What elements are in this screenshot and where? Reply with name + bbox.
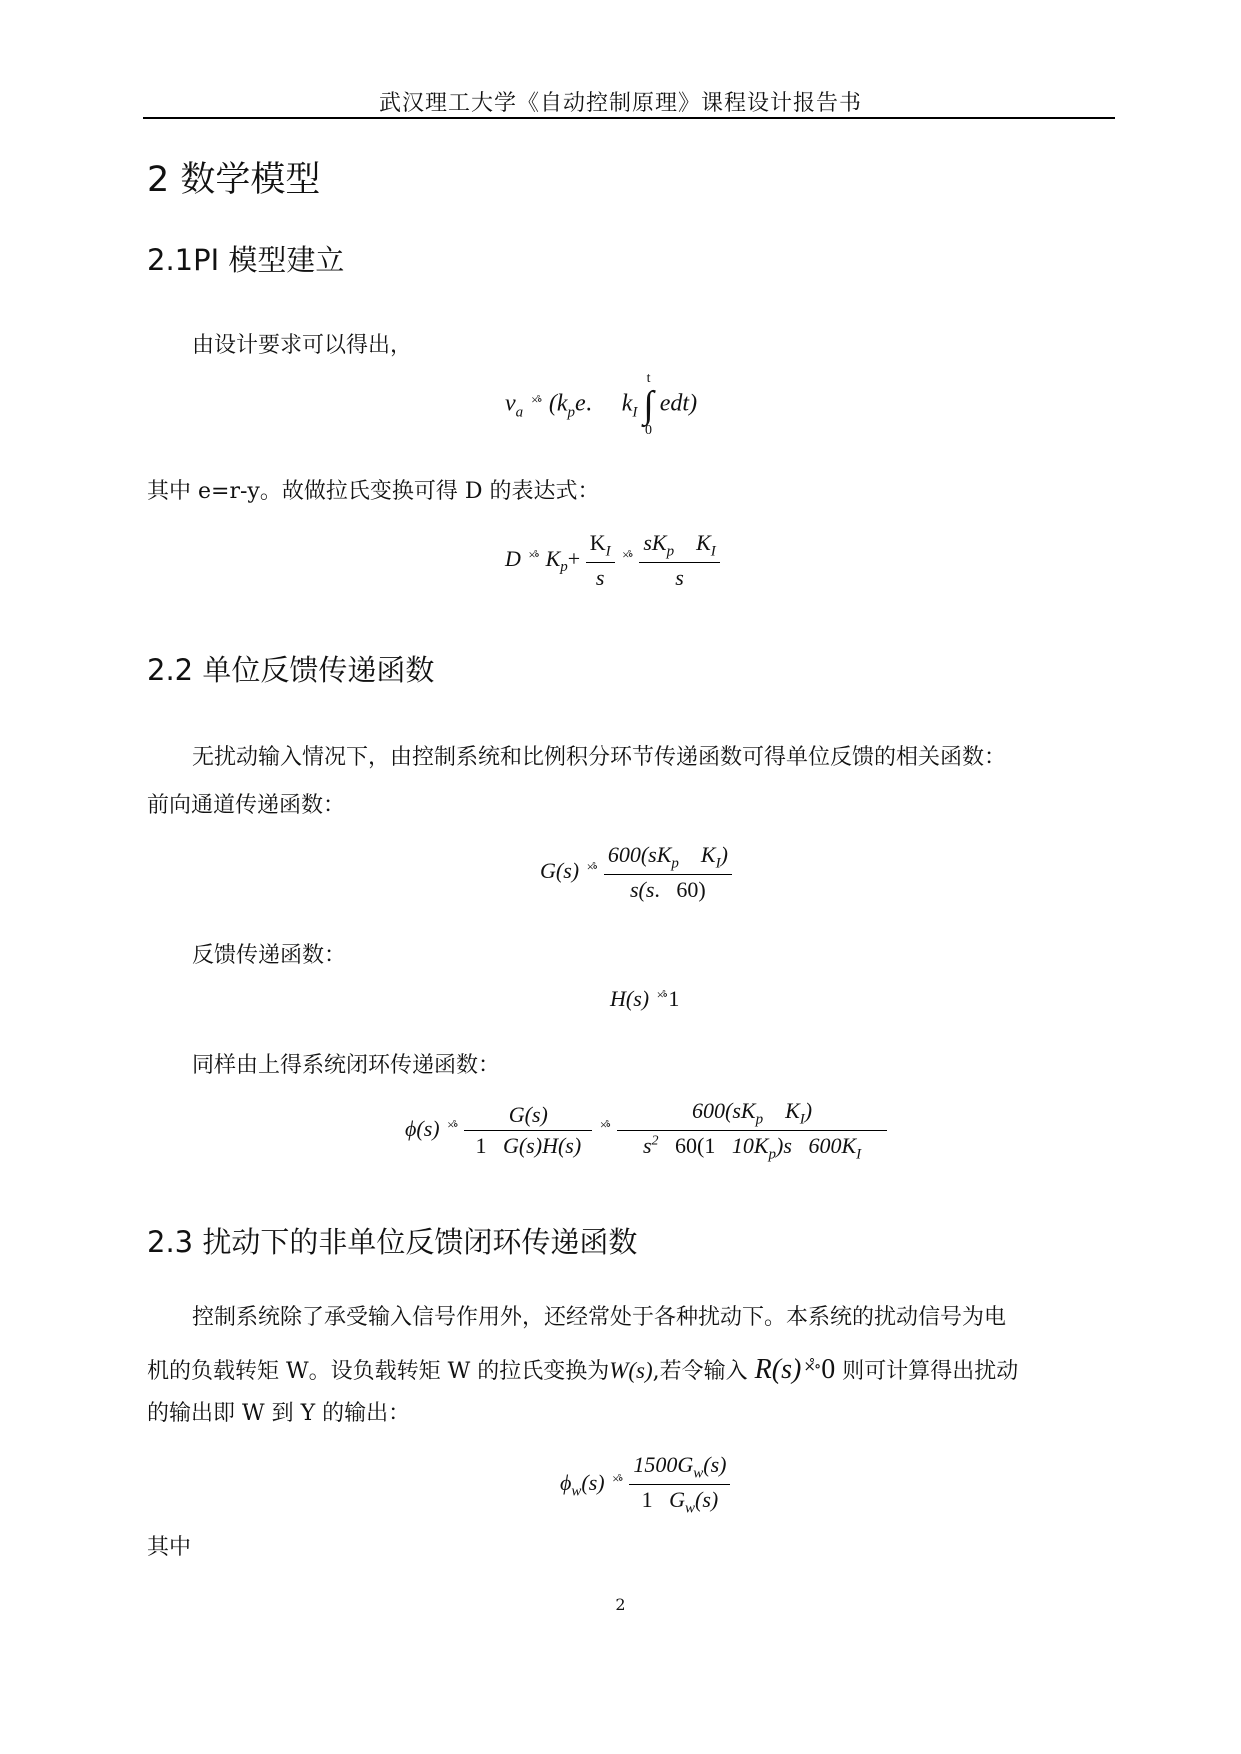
equation-g [540, 842, 732, 903]
eq5-equals-glyph-1: ×̊∘ [447, 1116, 457, 1132]
eq5-den2-sup: 2 [651, 1134, 659, 1150]
page-header: 武汉理工大学《自动控制原理》课程设计报告书 [378, 91, 862, 116]
equation-d [505, 530, 720, 591]
eq5-equals-glyph-2: ×̊∘ [599, 1116, 610, 1132]
paragraph-7-text-b: ,若令输入 [652, 1359, 748, 1384]
paragraph-5: 反馈传递函数： [192, 943, 347, 968]
integral-upper-limit: t [646, 371, 651, 386]
eq1-body: edt) [659, 390, 698, 417]
eq3-equals-glyph: ×̊∘ [586, 858, 597, 874]
eq5-den1-a: 1 [475, 1133, 487, 1159]
eq1-ki-sub: I [632, 404, 638, 421]
eq6-den-c: (s) [695, 1487, 719, 1513]
paragraph-8: 其中 [147, 1535, 192, 1560]
eq5-num2-b-sub: I [799, 1111, 805, 1128]
eq2-num2b: K [696, 530, 711, 555]
eq5-lhs: ϕ(s) [405, 1115, 440, 1141]
eq1-lhs-sub: a [515, 404, 524, 421]
eq6-den-a: 1 [641, 1487, 653, 1513]
eq5-den2-a: s [642, 1133, 652, 1159]
paragraph-7-line-3: 的输出即 W 到 Y 的输出： [147, 1401, 411, 1426]
paragraph-7-text-a: 机的负载转矩 W。设负载转矩 W 的拉氏变换为 [147, 1359, 610, 1384]
equation-phi [405, 1098, 887, 1164]
integral-sign: t ∫ 0 [643, 371, 654, 438]
eq2-num1-sub: I [605, 543, 611, 560]
inline-r-of-s: R(s) [754, 1354, 802, 1385]
equation-h [610, 986, 679, 1012]
page-number: 2 [615, 1595, 626, 1614]
eq4-rhs: 1 [668, 986, 680, 1011]
eq1-kp-sub: p [567, 404, 576, 421]
eq3-num-a: 600(sK [607, 842, 672, 867]
eq4-lhs: H(s) [610, 986, 650, 1011]
eq6-lhs-arg: (s) [581, 1469, 605, 1495]
eq5-fraction-2 [617, 1098, 887, 1164]
paragraph-7-text-c: 则可计算得出扰动 [842, 1359, 1019, 1384]
paragraph-2: 其中 e=r-y。故做拉氏变换可得 D 的表达式： [147, 479, 600, 504]
eq2-fraction-2 [639, 530, 719, 591]
eq5-num2-c: ) [804, 1098, 813, 1123]
eq3-num-b: K [700, 842, 716, 867]
eq1-e: e [575, 390, 586, 417]
eq1-lhs: v [505, 390, 516, 417]
eq5-num2-a-sub: p [755, 1111, 764, 1128]
eq3-num-c: ) [720, 842, 728, 867]
inline-r-value: 0 [821, 1354, 836, 1385]
eq1-k: k [621, 390, 633, 417]
eq6-num-a: 1500G [633, 1452, 694, 1477]
eq2-lhs: D [505, 545, 521, 571]
integral-lower-limit: 0 [645, 423, 653, 438]
eq5-fraction-1 [464, 1102, 592, 1159]
eq5-den2-c-sub: p [768, 1146, 777, 1163]
paragraph-6: 同样由上得系统闭环传递函数： [192, 1053, 501, 1078]
chapter-title: 2 数学模型 [147, 160, 321, 200]
eq2-den1: s [595, 565, 605, 591]
eq5-den2-e-sub: I [856, 1146, 862, 1163]
eq1-open: (k [548, 390, 568, 417]
eq1-equals-glyph: ×̊∘ [531, 391, 541, 407]
paragraph-3: 无扰动输入情况下，由控制系统和比例积分环节传递函数可得单位反馈的相关函数： [192, 745, 1007, 770]
paragraph-1: 由设计要求可以得出， [192, 333, 413, 358]
inline-equals-glyph: ×̊∘ [803, 1357, 820, 1375]
eq2-plus: + [567, 545, 581, 571]
eq2-den2: s [675, 565, 684, 591]
header-rule [143, 117, 1115, 119]
eq2-num2b-sub: I [710, 543, 716, 560]
eq3-fraction [604, 842, 732, 903]
eq2-equals-glyph-1: ×̊∘ [528, 546, 539, 562]
eq4-equals-glyph: ×̊∘ [656, 987, 667, 1002]
eq6-den-b-sub: w [684, 1500, 695, 1517]
eq3-lhs: G(s) [540, 857, 580, 883]
eq5-num2-a: 600(sK [692, 1098, 756, 1123]
eq2-kp-sub: p [560, 559, 568, 576]
eq1-dot: . [585, 390, 592, 417]
eq2-fraction-1 [586, 530, 615, 591]
eq2-num2a: sK [643, 530, 667, 555]
eq6-num-a-sub: w [693, 1465, 704, 1482]
equation-va [505, 372, 697, 438]
eq5-den2-d: )s [776, 1133, 792, 1159]
eq3-den: s(s [629, 877, 655, 903]
eq2-kp: K [545, 545, 561, 571]
section-2-2-title: 2.2 单位反馈传递函数 [147, 653, 435, 687]
eq6-num-b: (s) [703, 1452, 727, 1477]
eq6-equals-glyph: ×̊∘ [612, 1470, 622, 1486]
eq6-fraction [629, 1452, 730, 1518]
eq5-num2-b: K [785, 1098, 800, 1123]
equation-phi-w [560, 1452, 730, 1518]
eq5-num1: G(s) [464, 1102, 592, 1131]
paragraph-7-line-1: 控制系统除了承受输入信号作用外，还经常处于各种扰动下。本系统的扰动信号为电 [192, 1305, 1007, 1330]
eq6-lhs: ϕ [560, 1469, 572, 1495]
eq3-den-b: 60) [676, 877, 706, 903]
eq3-den-dot: . [654, 877, 660, 903]
paragraph-4: 前向通道传递函数： [147, 793, 346, 818]
eq5-den1-b: G(s)H(s) [502, 1133, 582, 1159]
eq2-equals-glyph-2: ×̊∘ [622, 546, 632, 562]
section-2-1-title: 2.1PI 模型建立 [147, 243, 345, 277]
eq6-lhs-sub: w [571, 1483, 582, 1500]
eq6-den-b: G [669, 1487, 685, 1513]
eq2-num1: K [589, 530, 606, 555]
eq2-num2a-sub: p [666, 543, 675, 560]
eq5-den2-e: 600K [808, 1133, 857, 1159]
eq5-den2-b: 60(1 [675, 1133, 716, 1159]
eq3-num-a-sub: p [671, 855, 679, 872]
section-2-3-title: 2.3 扰动下的非单位反馈闭环传递函数 [147, 1225, 638, 1259]
eq5-den2-c: 10K [731, 1133, 769, 1159]
eq3-num-b-sub: I [715, 855, 721, 872]
paragraph-7-line-2 [147, 1350, 1018, 1388]
inline-w-of-s: W(s) [609, 1358, 653, 1383]
